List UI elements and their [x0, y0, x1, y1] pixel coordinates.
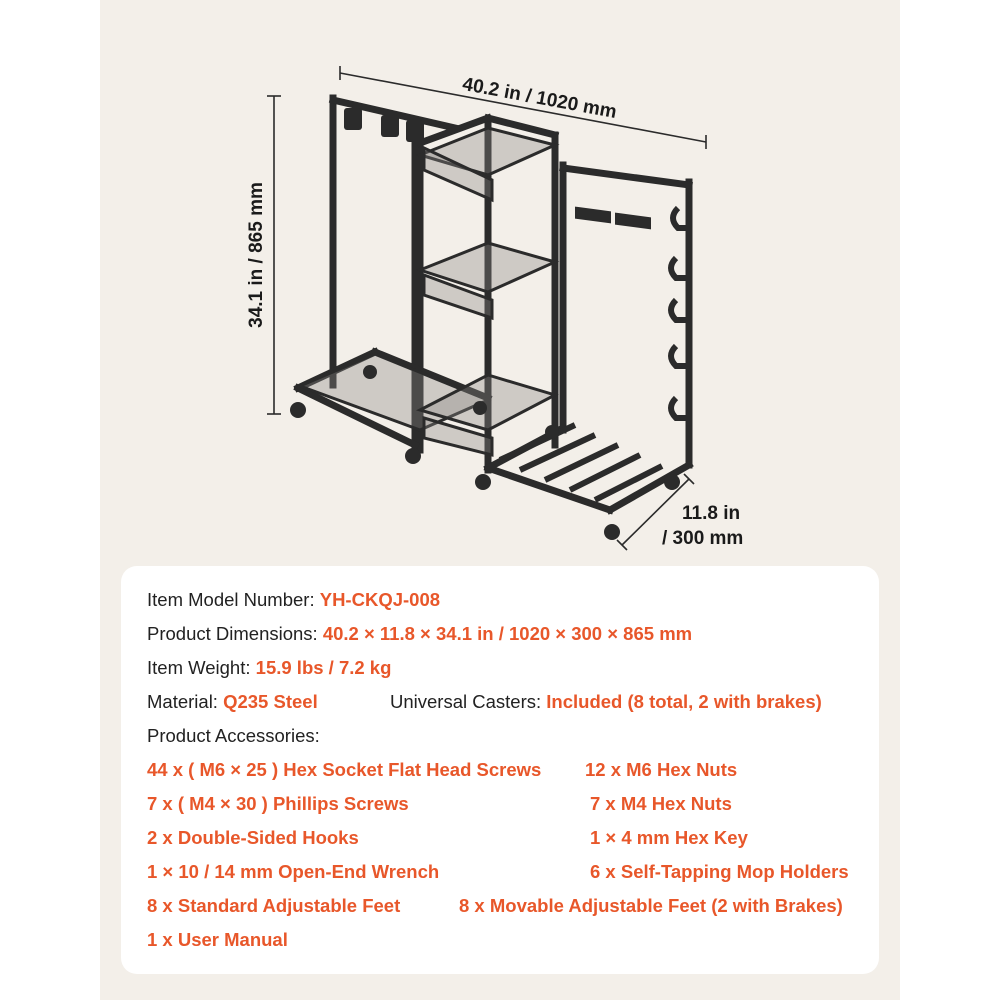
dimensions-label: Product Dimensions:: [147, 623, 318, 644]
model-number-label: Item Model Number:: [147, 589, 315, 610]
weight-label: Item Weight:: [147, 657, 251, 678]
depth-dimension-label-1: 11.8 in: [682, 503, 741, 524]
accessory-item: 8 x Movable Adjustable Feet (2 with Brakes): [459, 895, 843, 916]
dimensions-value: 40.2 × 11.8 × 34.1 in / 1020 × 300 × 865 mm: [322, 623, 693, 644]
accessory-item: 8 x Standard Adjustable Feet: [147, 895, 401, 916]
base-slats: [500, 425, 662, 500]
casters-value: Included (8 total, 2 with brakes): [546, 691, 822, 712]
accessory-item: 1 × 4 mm Hex Key: [590, 827, 748, 848]
width-dimension-label: 40.2 in / 1020 mm: [460, 73, 619, 124]
spec-card: [121, 566, 879, 974]
height-dimension-line: [267, 96, 281, 414]
accessory-item: 1 x User Manual: [147, 929, 288, 950]
model-number-value: YH-CKQJ-008: [319, 589, 441, 610]
casters-label: Universal Casters:: [390, 691, 542, 712]
model-number-row: [147, 589, 440, 611]
accessory-item: 6 x Self-Tapping Mop Holders: [590, 861, 849, 882]
weight-value: 15.9 lbs / 7.2 kg: [255, 657, 392, 678]
accessories-label: Product Accessories:: [147, 725, 320, 746]
depth-dimension-label-2: / 300 mm: [662, 528, 744, 549]
weight-row: [147, 657, 391, 679]
material-value: Q235 Steel: [223, 691, 318, 712]
material-row: [147, 691, 318, 713]
accessory-item: 7 x M4 Hex Nuts: [590, 793, 732, 814]
accessory-item: 7 x ( M4 × 30 ) Phillips Screws: [147, 793, 409, 814]
height-dimension-label: 34.1 in / 865 mm: [246, 182, 267, 328]
casters-row: [390, 691, 822, 713]
accessory-item: 12 x M6 Hex Nuts: [585, 759, 738, 780]
accessory-item: 2 x Double-Sided Hooks: [147, 827, 359, 848]
material-label: Material:: [147, 691, 218, 712]
hooks: [578, 208, 688, 418]
accessories-heading: [147, 725, 320, 747]
accessory-item: 44 x ( M6 × 25 ) Hex Socket Flat Head Screws: [147, 759, 542, 780]
dimensions-row: [147, 623, 692, 645]
accessory-item: 1 × 10 / 14 mm Open-End Wrench: [147, 861, 440, 882]
